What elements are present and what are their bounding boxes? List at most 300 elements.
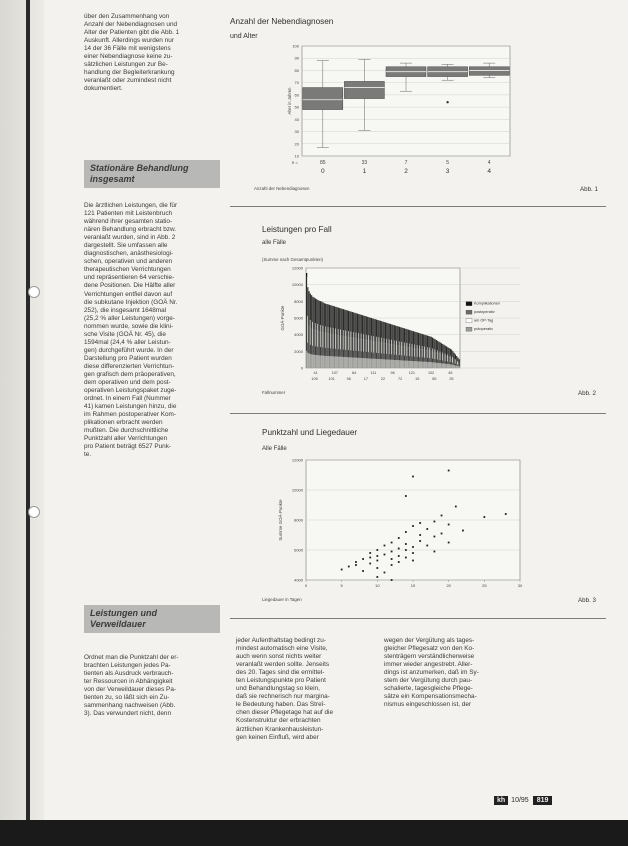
scatter-point [441, 533, 443, 535]
bar-gap [429, 348, 430, 359]
y-tick-label: 8000 [294, 298, 303, 304]
x-category-label: 3 [445, 168, 450, 175]
bar-segment [451, 358, 452, 365]
x-tick-label: 96 [346, 377, 351, 381]
bar-segment [349, 337, 350, 357]
bar-gap [373, 336, 374, 352]
bar-segment [345, 357, 346, 368]
text-line: ten Leistungspunkte pro Patient [236, 677, 326, 685]
text-line: daß sie rechnerisch nur margina- [236, 693, 330, 701]
scatter-point [405, 557, 407, 559]
bar-gap [401, 342, 402, 355]
scatter-point [426, 528, 428, 530]
text-line: Anzahl der Nebendiagnosen und [84, 21, 178, 29]
scatter-point [384, 545, 386, 547]
text-line: Kostenstruktur der erbrachten [236, 717, 321, 725]
scatter-point [398, 561, 400, 563]
x-tick-label: 105 [311, 377, 318, 381]
separator-rule [230, 413, 606, 414]
bar-segment [418, 361, 419, 368]
y-tick-label: 2000 [294, 348, 303, 354]
bar-segment [375, 342, 376, 359]
scatter-point [355, 564, 357, 566]
bar-segment [368, 358, 369, 368]
text-line: sche Visite (GOÄ Nr. 45), die [84, 330, 166, 338]
y-tick-label: 6000 [294, 315, 303, 321]
text-line: le Bedeutung haben. Das Streî- [236, 701, 326, 709]
bar-gap [440, 351, 441, 360]
bar-segment [317, 355, 318, 368]
binder-spine [0, 0, 44, 846]
text-line: dokumentiert. [84, 85, 123, 93]
bar-gap [389, 339, 390, 354]
text-line: mindest automatisch eine Visite, [236, 645, 328, 653]
legend-label: Komplikationen [474, 301, 500, 306]
bar-segment [421, 334, 422, 350]
text-line: während ihrer gesamten statio- [84, 218, 173, 226]
bar-segment [377, 359, 378, 368]
bar-segment [441, 343, 442, 354]
bar-segment [438, 342, 439, 354]
scatter-point [434, 551, 436, 553]
scatter-point [434, 536, 436, 538]
bar-segment [401, 360, 402, 368]
bar-segment [452, 365, 453, 368]
legend-swatch [466, 319, 472, 323]
bar-segment [393, 360, 394, 368]
scatter-point [355, 561, 357, 563]
text-line: Auskunft. Allerdings wurden nur [84, 37, 174, 45]
text-line: Die ärztlichen Leistungen, die für [84, 202, 178, 209]
bar-segment [423, 362, 424, 368]
text-line: Verrichtungen entfiel davon auf [84, 290, 173, 298]
bar-segment [423, 334, 424, 349]
bar-segment [330, 356, 331, 368]
bar-segment [386, 360, 387, 368]
y-tick-label: 6000 [294, 547, 303, 553]
text-line: chen dieser Pflegetage hat auf die [236, 709, 333, 717]
bar-segment [450, 364, 451, 368]
bar-segment [387, 344, 388, 360]
bar-segment [326, 356, 327, 368]
bar-gap [366, 335, 367, 352]
x-tick-label: 15 [410, 583, 416, 588]
bar-gap [330, 327, 331, 348]
bar-gap [348, 331, 349, 350]
bar-segment [454, 360, 455, 365]
bar-segment [338, 357, 339, 368]
bar-segment [324, 303, 325, 333]
bar-segment [337, 357, 338, 368]
bar-segment [399, 360, 400, 368]
bar-segment [316, 299, 317, 331]
bar-segment [367, 358, 368, 368]
bar-segment [367, 317, 368, 340]
bar-segment [428, 351, 429, 362]
text-line: diese differenzierten Verrichtun- [84, 362, 175, 370]
bar-segment [306, 277, 307, 319]
bar-segment [344, 310, 345, 337]
bar-gap [312, 322, 313, 346]
x-tick-label: 25 [449, 377, 454, 381]
text-line: veranlaßt wurden, sind in Abb. 2 [84, 234, 176, 242]
scatter-point [405, 543, 407, 545]
fig1-boxplot [220, 40, 520, 190]
bar-segment [357, 314, 358, 339]
text-column-2-bottom [236, 637, 372, 742]
bar-segment [408, 330, 409, 348]
bar-gap [320, 325, 321, 347]
bar-segment [362, 358, 363, 368]
y-axis-title: Summe GOÄ-Punkte [278, 499, 283, 541]
x-tick-label: 10 [375, 583, 380, 588]
bar-gap [455, 359, 456, 364]
text-line: sätzlichen Leistungen zur Be- [84, 61, 168, 69]
bar-segment [325, 356, 326, 368]
bar-gap [409, 343, 410, 356]
bar-segment [357, 358, 358, 368]
y-tick-label: 50 [294, 104, 299, 110]
bar-gap [391, 340, 392, 355]
y-tick-label: 20 [294, 141, 299, 147]
bar-gap [376, 337, 377, 353]
bar-segment [347, 310, 348, 336]
y-tick-label: 80 [294, 67, 299, 73]
bar-segment [384, 359, 385, 368]
text-line: pro Patient beträgt 6527 Punk- [84, 443, 172, 451]
x-tick-label: 0 [304, 583, 308, 588]
x-tick-label: 121 [408, 371, 416, 375]
text-line: 252), die insgesamt 1648mal [84, 306, 167, 314]
bar-segment [339, 357, 340, 368]
page-footer [494, 796, 552, 805]
scatter-point [448, 542, 450, 544]
x-tick-label: 85 [432, 377, 437, 381]
bar-segment [348, 357, 349, 368]
bar-gap [323, 326, 324, 348]
bar-segment [307, 353, 308, 368]
bar-segment [427, 362, 428, 368]
x-tick-label: 17 [363, 377, 369, 381]
scatter-point [376, 555, 378, 557]
bar-segment [382, 359, 383, 368]
x-tick-label: 84 [352, 371, 357, 375]
bar-segment [373, 359, 374, 368]
magazine-page [44, 0, 628, 846]
binder-edge [26, 0, 30, 846]
bar-segment [328, 356, 329, 368]
bar-segment [320, 355, 321, 368]
text-line: nommen wurde, sowie die klini- [84, 322, 174, 330]
fig3-title: Punktzahl und Liegedauer [262, 428, 358, 437]
box-iqr [303, 88, 343, 110]
bar-segment [405, 329, 406, 347]
y-tick-label: 4000 [294, 332, 303, 338]
fig1-xlabel: Anzahl der Nebendiagnosen [254, 186, 310, 191]
bar-segment [412, 361, 413, 368]
scatter-point [369, 563, 371, 565]
bar-segment [409, 361, 410, 368]
bar-gap [363, 334, 364, 351]
bar-segment [380, 321, 381, 343]
text-line: 3). Das verwundert nicht, denn [84, 710, 172, 718]
bar-gap [307, 316, 308, 343]
bar-gap [407, 343, 408, 356]
text-line: im Rahmen postoperativer Kom- [84, 411, 176, 419]
fig1-title: Anzahl der Nebendiagnosen [230, 17, 334, 26]
text-line: diagnostischen, anästhesiologi- [84, 250, 174, 258]
bar-segment [390, 360, 391, 368]
y-tick-label: 8000 [294, 517, 303, 523]
bar-segment [435, 363, 436, 368]
text-line: dem operativen und dem post- [84, 379, 171, 387]
bar-segment [365, 358, 366, 368]
bar-gap [384, 338, 385, 353]
text-line: jeder Aufenthaltstag bedingt zu- [236, 637, 326, 644]
bar-segment [441, 355, 442, 364]
legend-swatch [466, 302, 472, 306]
bar-segment [315, 355, 316, 368]
n-count-label: 5 [446, 160, 449, 166]
bar-segment [366, 358, 367, 368]
bar-segment [431, 337, 432, 351]
y-tick-label: 0 [300, 365, 303, 371]
bar-gap [417, 345, 418, 357]
scatter-point [391, 579, 393, 581]
bar-segment [365, 340, 366, 358]
bar-segment [418, 349, 419, 361]
bar-segment [449, 364, 450, 368]
bar-segment [437, 363, 438, 368]
bar-segment [324, 356, 325, 368]
legend-swatch [466, 310, 472, 314]
bar-segment [417, 361, 418, 368]
bar-gap [437, 350, 438, 359]
y-tick-label: 30 [294, 129, 299, 135]
bar-segment [393, 325, 394, 345]
magazine-logo: kh [494, 796, 508, 805]
bar-gap [315, 323, 316, 346]
bar-segment [393, 345, 394, 360]
bar-segment [415, 332, 416, 349]
bar-gap [328, 327, 329, 348]
bar-segment [311, 329, 312, 355]
x-tick-label: 102 [427, 371, 435, 375]
bar-segment [457, 366, 458, 368]
text-line: 1594mal (24,4 % aller Leistun- [84, 338, 171, 346]
bar-segment [337, 307, 338, 335]
bar-segment [376, 359, 377, 368]
bar-segment [436, 353, 437, 363]
bar-segment [331, 334, 332, 356]
fig1-subtitle: und Alter [230, 33, 258, 40]
bar-segment [372, 341, 373, 359]
bar-segment [379, 359, 380, 368]
bar-segment [323, 356, 324, 368]
bar-segment [387, 360, 388, 368]
bar-segment [370, 359, 371, 368]
y-tick-label: 60 [294, 92, 299, 98]
text-line: schalierte, tagesgleiche Pflege- [384, 685, 473, 693]
bar-gap [345, 331, 346, 350]
bar-gap [452, 357, 453, 363]
bar-segment [398, 345, 399, 360]
bar-segment [421, 362, 422, 368]
y-axis-title: GOÄ-Punkte [280, 305, 285, 331]
bar-segment [415, 349, 416, 362]
scatter-point [405, 531, 407, 533]
bar-segment [443, 345, 444, 356]
text-line: gen keinen Einfluß, wird aber [236, 733, 319, 741]
scatter-point [412, 552, 414, 554]
scatter-point [398, 555, 400, 557]
bar-segment [329, 356, 330, 368]
bar-segment [403, 328, 404, 346]
scatter-point [376, 576, 378, 578]
bar-segment [456, 366, 457, 368]
bar-segment [433, 362, 434, 368]
fig1-caption: Abb. 1 [580, 186, 598, 193]
bar-segment [319, 355, 320, 368]
y-tick-label: 10000 [291, 282, 303, 288]
text-line: 41) kamen Leistungen hinzu, die [84, 403, 177, 411]
fig2-caption: Abb. 2 [578, 390, 596, 397]
scatter-point [412, 525, 414, 527]
legend-label: präoperativ [474, 327, 493, 332]
bar-segment [381, 359, 382, 368]
bar-segment [391, 360, 392, 368]
bar-segment [370, 318, 371, 341]
bar-segment [451, 365, 452, 368]
text-line: ordnet. In einem Fall (Nummer [84, 395, 171, 403]
bar-segment [340, 357, 341, 368]
bar-segment [395, 326, 396, 345]
fig2-xlabel: Fallnummer [262, 390, 286, 395]
bar-segment [410, 361, 411, 368]
bar-segment [334, 306, 335, 334]
text-line: stenträgern verständlicherweise [384, 653, 475, 661]
bar-segment [404, 361, 405, 368]
bar-segment [319, 301, 320, 332]
y-tick-label: 90 [294, 55, 299, 61]
text-line: sätze ein Kompensationsmecha- [384, 693, 477, 701]
fig3-subtitle: Alle Fälle [262, 446, 287, 452]
bar-segment [309, 354, 310, 368]
bar-segment [449, 357, 450, 364]
bar-gap [399, 341, 400, 355]
scatter-point [341, 569, 343, 571]
bar-segment [400, 360, 401, 368]
bar-segment [371, 359, 372, 368]
box-iqr [344, 81, 384, 98]
bar-segment [347, 337, 348, 357]
bar-gap [432, 348, 433, 358]
scatter-point [398, 548, 400, 550]
bar-segment [321, 332, 322, 356]
bar-gap [340, 330, 341, 350]
x-tick-label: 96 [390, 371, 395, 375]
bar-segment [344, 357, 345, 368]
x-tick-label: 20 [446, 583, 451, 588]
scatter-point [391, 551, 393, 553]
bar-segment [329, 305, 330, 334]
bar-gap [381, 338, 382, 354]
text-line: einer Nebendiagnose keine zu- [84, 53, 173, 61]
scatter-point [412, 546, 414, 548]
bar-segment [431, 362, 432, 368]
fig3-scatter [220, 452, 530, 597]
scatter-point [455, 506, 457, 508]
box-iqr [469, 67, 509, 76]
text-line: mußten. Die durchschnittliche [84, 427, 169, 435]
bar-segment [456, 356, 457, 362]
n-count-label: 7 [404, 160, 408, 166]
bar-segment [407, 361, 408, 368]
bar-segment [342, 336, 343, 357]
bar-segment [398, 360, 399, 368]
text-line: und repräsentieren 64 verschie- [84, 274, 175, 282]
bar-segment [419, 361, 420, 368]
text-column-1-bottom [84, 654, 220, 718]
bar-segment [438, 363, 439, 368]
scatter-point [419, 540, 421, 542]
bar-gap [435, 349, 436, 359]
scatter-point [483, 516, 485, 518]
bar-segment [337, 335, 338, 357]
bar-gap [371, 336, 372, 353]
bar-segment [445, 364, 446, 368]
bar-segment [436, 340, 437, 353]
bar-gap [419, 346, 420, 358]
text-line: Alter der Patienten gibt die Abb. 1 [84, 29, 180, 37]
bar-segment [428, 362, 429, 368]
text-line: Punktzahl aller Verrichtungen [84, 435, 168, 443]
bar-segment [362, 315, 363, 339]
bar-segment [454, 365, 455, 368]
bar-segment [370, 341, 371, 359]
bar-segment [403, 346, 404, 360]
bar-segment [410, 348, 411, 361]
text-line: gen grafisch dem präoperativen, [84, 370, 176, 378]
bar-segment [421, 349, 422, 361]
bar-segment [415, 361, 416, 368]
y-tick-label: 10 [294, 153, 299, 159]
bar-segment [314, 298, 315, 330]
text-line: plikationen erbracht werden [84, 419, 163, 427]
bar-segment [339, 308, 340, 336]
text-line: wegen der Vergütung als tages- [384, 637, 475, 644]
page-number: 819 [533, 796, 553, 805]
bar-segment [426, 335, 427, 350]
bar-segment [359, 358, 360, 368]
scatter-point [362, 558, 364, 560]
bar-gap [335, 328, 336, 348]
text-line: therapeutischen Verrichtungen [84, 266, 171, 274]
bar-gap [379, 337, 380, 353]
bar-segment [334, 335, 335, 357]
bar-segment [446, 364, 447, 368]
x-tick-label: 22 [380, 377, 386, 381]
y-axis-title: Alter in Jahren [287, 87, 292, 115]
bar-segment [443, 355, 444, 363]
punch-hole-lower [28, 506, 40, 518]
bar-gap [333, 328, 334, 349]
bar-segment [436, 363, 437, 368]
bar-gap [427, 347, 428, 358]
bar-gap [424, 347, 425, 358]
fig2-stacked-bar [220, 262, 520, 392]
bar-segment [459, 363, 460, 366]
